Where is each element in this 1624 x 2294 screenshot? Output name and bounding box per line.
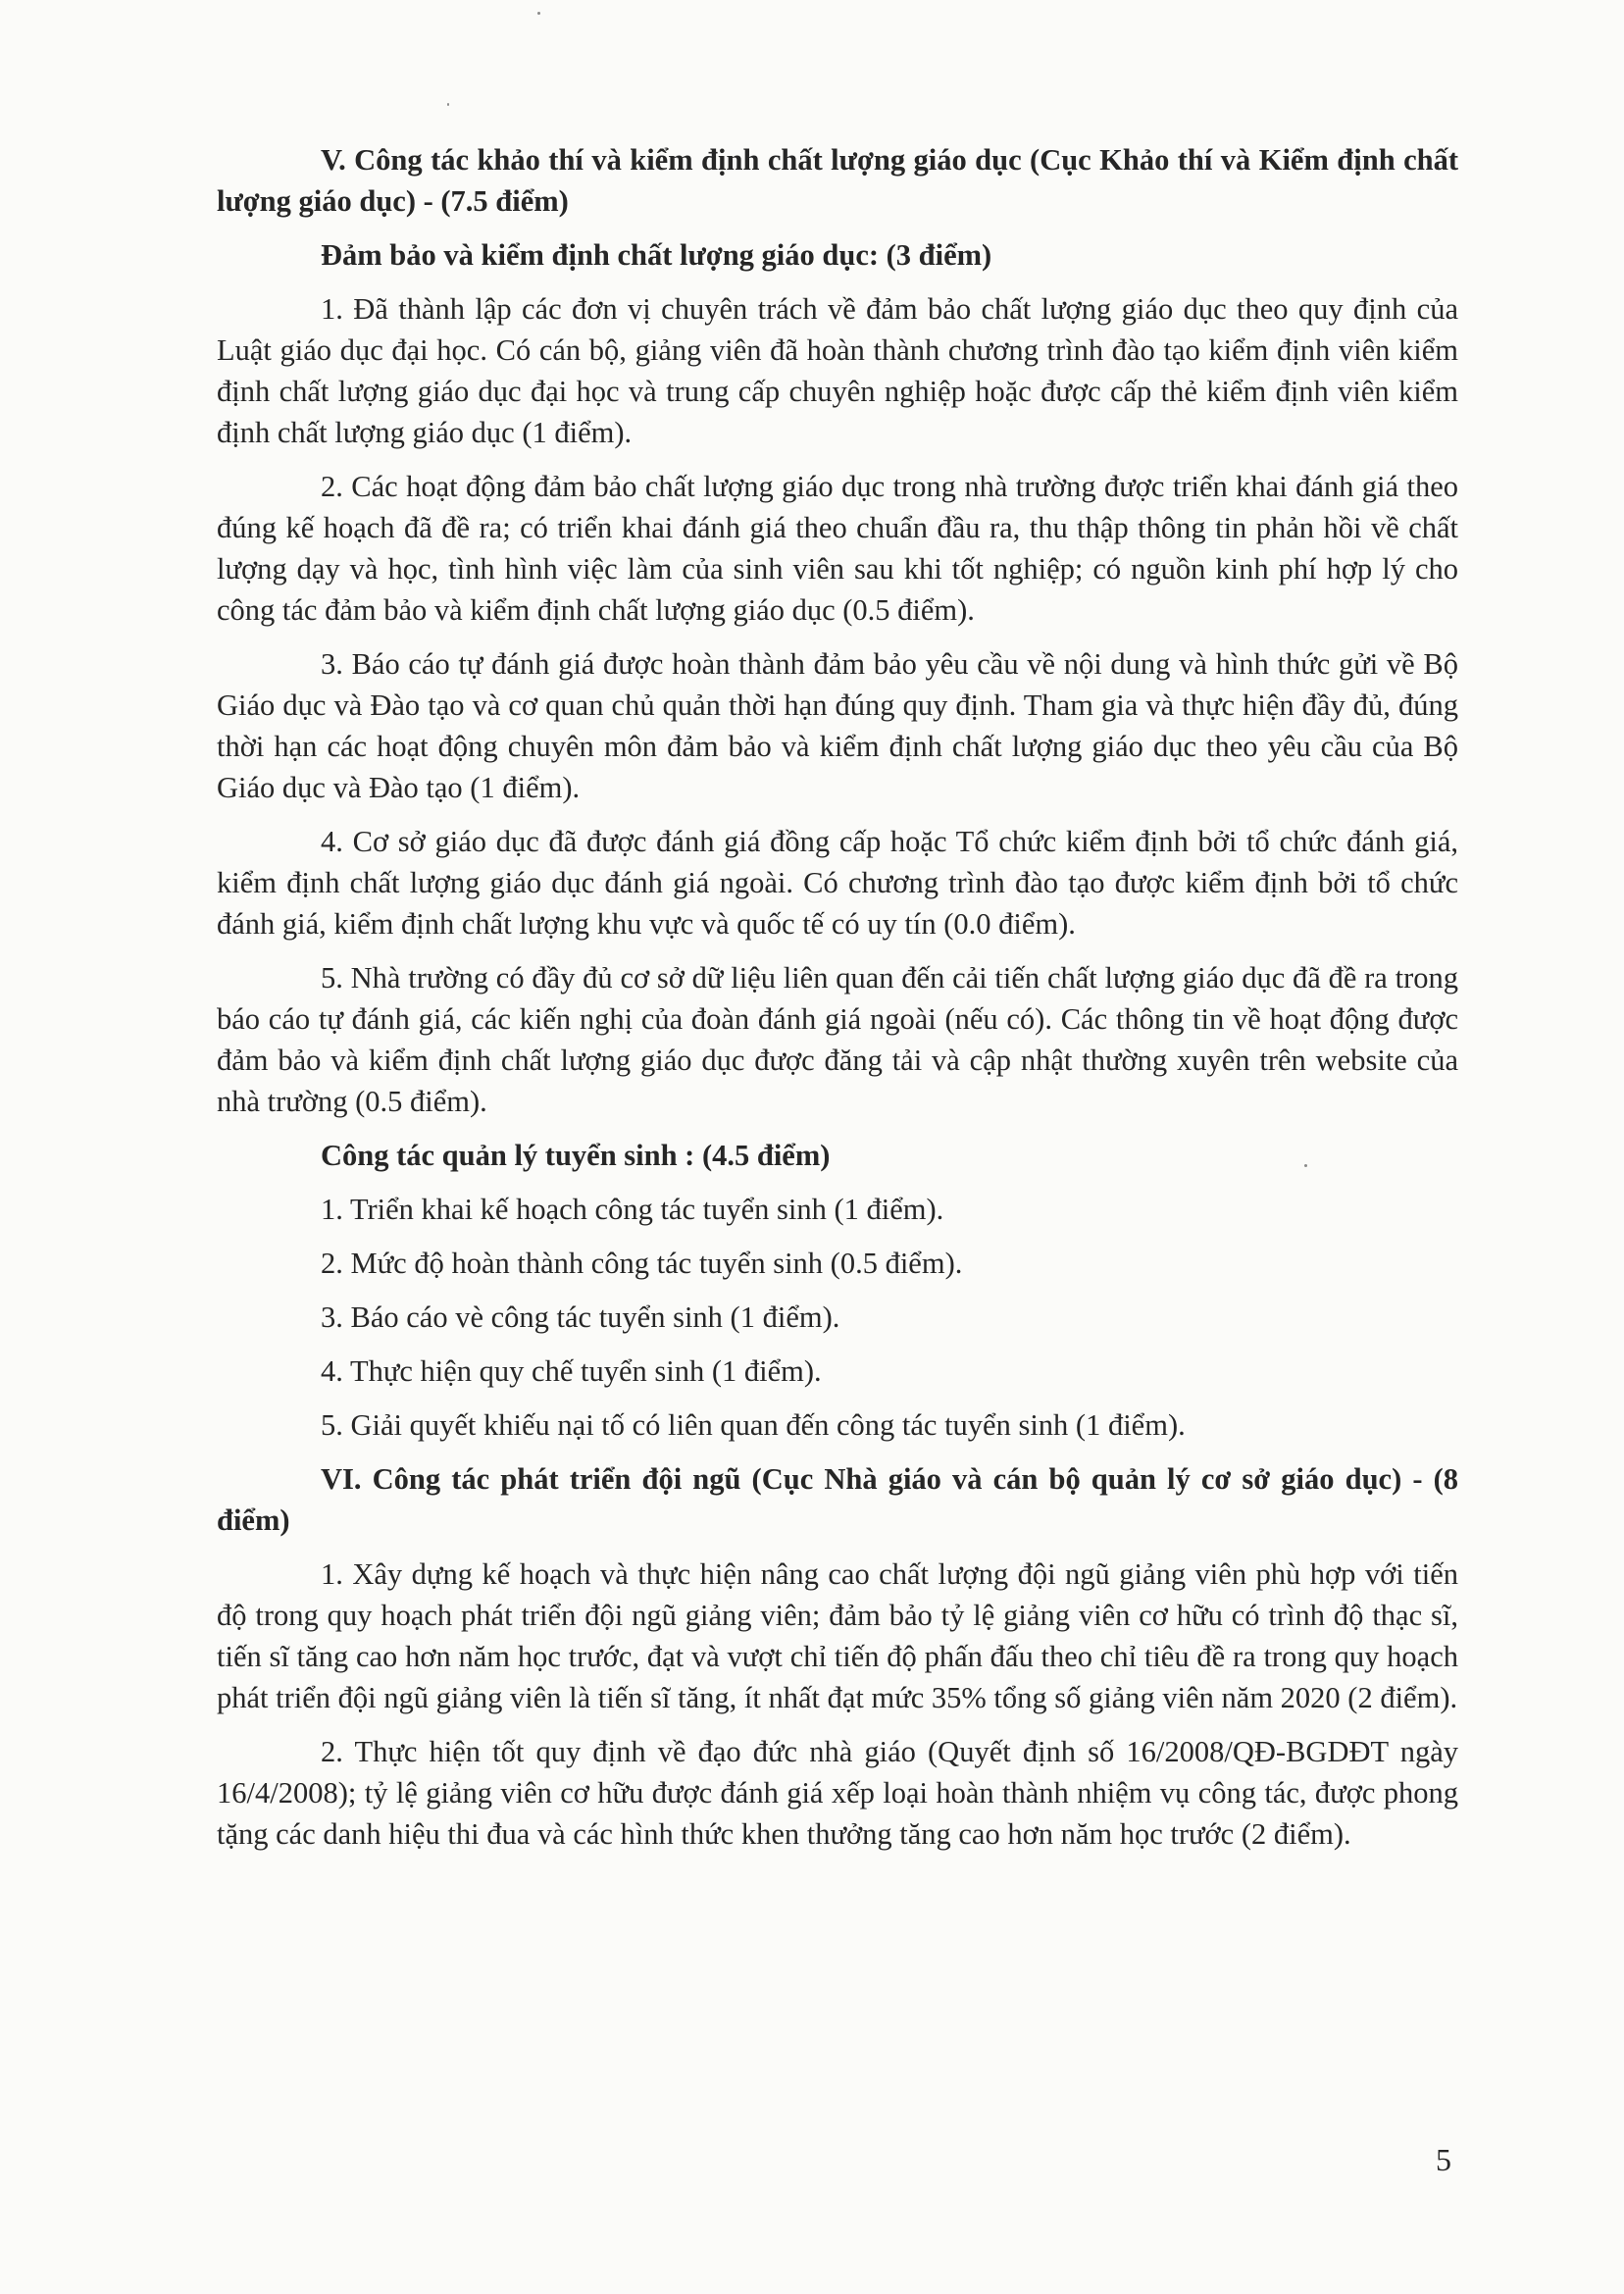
quality-assurance-item-1: 1. Đã thành lập các đơn vị chuyên trách về đảm bảo chất lượng giáo dục theo quy định của Luật giáo dục đại học. Có cán bộ, giảng viên đã hoàn thành chương trình đào tạo kiểm định viên kiểm định chất lượng giáo dục đại học và trung cấp chuyên nghiệp hoặc được cấp thẻ kiểm định viên kiểm định chất lượng giáo dục (1 điểm). xyxy=(217,292,1458,449)
document-page xyxy=(217,139,1458,1867)
section-v-heading: V. Công tác khảo thí và kiểm định chất lượng giáo dục (Cục Khảo thí và Kiểm định chất lượng giáo dục) - (7.5 điểm) xyxy=(217,143,1458,218)
section-vi-heading: VI. Công tác phát triển đội ngũ (Cục Nhà giáo và cán bộ quản lý cơ sở giáo dục) - (8 điểm) xyxy=(217,1462,1458,1537)
quality-assurance-item-3: 3. Báo cáo tự đánh giá được hoàn thành đảm bảo yêu cầu về nội dung và hình thức gửi về Bộ Giáo dục và Đào tạo và cơ quan chủ quản thời hạn đúng quy định. Tham gia và thực hiện đầy đủ, đúng thời hạn các hoạt động chuyên môn đảm bảo và kiểm định chất lượng giáo dục theo yêu cầu của Bộ Giáo dục và Đào tạo (1 điểm). xyxy=(217,647,1458,804)
scan-speck xyxy=(537,12,540,15)
admissions-title: Công tác quản lý tuyển sinh : (4.5 điểm) xyxy=(321,1139,831,1172)
quality-assurance-item-4: 4. Cơ sở giáo dục đã được đánh giá đồng cấp hoặc Tổ chức kiểm định bởi tổ chức đánh giá, kiểm định chất lượng giáo dục đánh giá ngoài. Có chương trình đào tạo được kiểm định bởi tổ chức đánh giá, kiểm định chất lượng khu vực và quốc tế có uy tín (0.0 điểm). xyxy=(217,825,1458,941)
quality-assurance-item-5: 5. Nhà trường có đầy đủ cơ sở dữ liệu liên quan đến cải tiến chất lượng giáo dục đã đề ra trong báo cáo tự đánh giá, các kiến nghị của đoàn đánh giá ngoài (nếu có). Các thông tin về hoạt động được đảm bảo và kiểm định chất lượng giáo dục được đăng tải và cập nhật thường xuyên trên website của nhà trường (0.5 điểm). xyxy=(217,961,1458,1118)
staff-development-item-1: 1. Xây dựng kế hoạch và thực hiện nâng cao chất lượng đội ngũ giảng viên phù hợp với tiến độ trong quy hoạch phát triển đội ngũ giảng viên; đảm bảo tỷ lệ giảng viên cơ hữu có trình độ thạc sĩ, tiến sĩ tăng cao hơn năm học trước, đạt và vượt chỉ tiến độ phấn đấu theo chỉ tiêu đề ra trong quy hoạch phát triển đội ngũ giảng viên là tiến sĩ tăng, ít nhất đạt mức 35% tổng số giảng viên năm 2020 (2 điểm). xyxy=(217,1557,1458,1714)
admissions-item-3: 3. Báo cáo vè công tác tuyển sinh (1 điểm). xyxy=(321,1300,840,1334)
scan-speck xyxy=(447,103,449,106)
admissions-item-2: 2. Mức độ hoàn thành công tác tuyển sinh (0.5 điểm). xyxy=(321,1247,963,1280)
staff-development-item-2: 2. Thực hiện tốt quy định về đạo đức nhà giáo (Quyết định số 16/2008/QĐ-BGDĐT ngày 16/4/2008); tỷ lệ giảng viên cơ hữu được đánh giá xếp loại hoàn thành nhiệm vụ công tác, được phong tặng các danh hiệu thi đua và các hình thức khen thưởng tăng cao hơn năm học trước (2 điểm). xyxy=(217,1735,1458,1851)
admissions-item-4: 4. Thực hiện quy chế tuyển sinh (1 điểm). xyxy=(321,1354,822,1388)
admissions-item-1: 1. Triển khai kế hoạch công tác tuyển sinh (1 điểm). xyxy=(321,1193,944,1226)
page-number: 5 xyxy=(1436,2142,1451,2177)
quality-assurance-title: Đảm bảo và kiểm định chất lượng giáo dục: (3 điểm) xyxy=(321,238,992,272)
quality-assurance-item-2: 2. Các hoạt động đảm bảo chất lượng giáo dục trong nhà trường được triển khai đánh giá theo đúng kế hoạch đã đề ra; có triển khai đánh giá theo chuẩn đầu ra, thu thập thông tin phản hồi về chất lượng dạy và học, tình hình việc làm của sinh viên sau khi tốt nghiệp; có nguồn kinh phí hợp lý cho công tác đảm bảo và kiểm định chất lượng giáo dục (0.5 điểm). xyxy=(217,470,1458,627)
admissions-item-5: 5. Giải quyết khiếu nại tố có liên quan đến công tác tuyển sinh (1 điểm). xyxy=(321,1408,1186,1442)
